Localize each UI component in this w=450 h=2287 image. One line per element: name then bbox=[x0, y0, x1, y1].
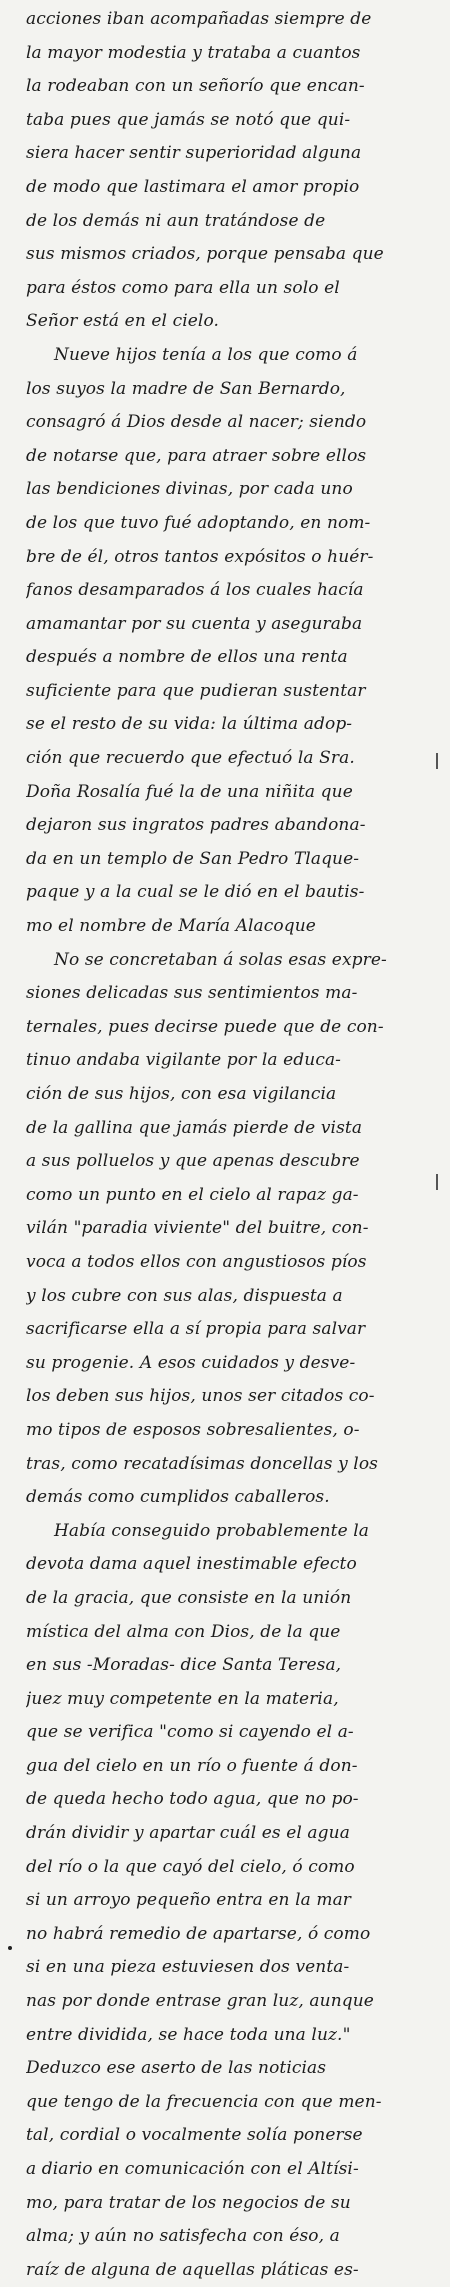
text-line: ción de sus hijos, con esa vigilancia bbox=[26, 1084, 337, 1104]
text-line: mo, para tratar de los negocios de su bbox=[26, 2192, 351, 2213]
text-line: taba pues que jamás se notó que qui- bbox=[26, 109, 351, 130]
text-line: demás como cumplidos caballeros. bbox=[26, 1487, 330, 1508]
text-line: consagró á Dios desde al nacer; siendo bbox=[26, 412, 367, 433]
text-line: mo tipos de esposos sobresalientes, o- bbox=[26, 1419, 360, 1440]
text-line: No se concretaban á solas esas expre- bbox=[54, 949, 387, 970]
text-line: dejaron sus ingratos padres abandona- bbox=[26, 815, 366, 836]
text-line: bre de él, otros tantos expósitos o huér- bbox=[26, 546, 374, 567]
text-line: del río o la que cayó del cielo, ó como bbox=[26, 1856, 355, 1877]
text-line: siones delicadas sus sentimientos ma- bbox=[26, 983, 358, 1004]
text-line: alma; y aún no satisfecha con éso, a bbox=[26, 2226, 340, 2247]
text-line: Deduzco ese aserto de las noticias bbox=[26, 2058, 327, 2079]
text-line: los deben sus hijos, unos ser citados co- bbox=[26, 1386, 375, 1407]
text-line: las bendiciones divinas, por cada uno bbox=[26, 479, 353, 500]
text-line: sacrificarse ella a sí propia para salvar bbox=[26, 1319, 366, 1340]
text-line: Doña Rosalía fué la de una niñita que bbox=[26, 781, 353, 802]
text-line: ternales, pues decirse puede que de con- bbox=[26, 1016, 384, 1037]
text-line: Nueve hijos tenía a los que como á bbox=[54, 344, 358, 365]
text-line: mística del alma con Dios, de la que bbox=[26, 1621, 341, 1642]
text-line: sus mismos criados, porque pensaba que bbox=[26, 244, 384, 265]
text-line: tras, como recatadísimas doncellas y los bbox=[26, 1453, 379, 1474]
text-line: Señor está en el cielo. bbox=[26, 311, 219, 332]
text-line: no habrá remedio de apartarse, ó como bbox=[26, 1923, 371, 1944]
text-line: la rodeaban con un señorío que encan- bbox=[26, 76, 365, 97]
text-line: juez muy competente en la materia, bbox=[26, 1688, 339, 1709]
text-line: de queda hecho todo agua, que no po- bbox=[26, 1789, 359, 1810]
text-line: de notarse que, para atraer sobre ellos bbox=[26, 445, 367, 466]
text-line: como un punto en el cielo al rapaz ga- bbox=[26, 1184, 359, 1205]
text-line: vilán "paradia viviente" del buitre, con- bbox=[26, 1218, 369, 1239]
text-line: nas por donde entrase gran luz, aunque bbox=[26, 1991, 374, 2012]
text-line: de los demás ni aun tratándose de bbox=[26, 210, 326, 231]
text-line: suficiente para que pudieran sustentar bbox=[26, 680, 366, 701]
document-text bbox=[26, 3, 436, 2287]
text-line: gua del cielo en un río o fuente á don- bbox=[26, 1755, 358, 1776]
text-line: a sus polluelos y que apenas descubre bbox=[26, 1151, 360, 1172]
text-line: si en una pieza estuviesen dos venta- bbox=[26, 1957, 350, 1978]
text-line: los suyos la madre de San Bernardo, bbox=[26, 378, 346, 399]
text-line: drán dividir y apartar cuál es el agua bbox=[26, 1823, 350, 1844]
text-line: que tengo de la frecuencia con que men- bbox=[26, 2091, 382, 2112]
text-line: si un arroyo pequeño entra en la mar bbox=[26, 1890, 352, 1911]
text-line: a diario en comunicación con el Altísi- bbox=[26, 2159, 359, 2179]
text-line: paque y a la cual se le dió en el bautis- bbox=[26, 882, 365, 903]
text-line: de modo que lastimara el amor propio bbox=[26, 176, 360, 197]
text-line: para éstos como para ella un solo el bbox=[26, 277, 340, 298]
text-line: tal, cordial o vocalmente solía ponerse bbox=[26, 2125, 363, 2146]
text-line: Había conseguido probablemente la bbox=[54, 1520, 370, 1541]
text-line: amamantar por su cuenta y aseguraba bbox=[26, 613, 363, 634]
text-line: mo el nombre de María Alacoque bbox=[26, 916, 316, 937]
text-line: voca a todos ellos con angustiosos píos bbox=[26, 1251, 367, 1272]
margin-dot-mark bbox=[8, 1946, 12, 1950]
text-line: acciones iban acompañadas siempre de bbox=[26, 9, 372, 29]
margin-tick-mark bbox=[436, 1174, 438, 1190]
text-line: ción que recuerdo que efectuó la Sra. bbox=[26, 748, 355, 769]
text-line: raíz de alguna de aquellas pláticas es- bbox=[26, 2259, 359, 2280]
text-line: su progenie. A esos cuidados y desve- bbox=[26, 1352, 356, 1373]
text-line: que se verifica "como si cayendo el a- bbox=[26, 1722, 354, 1743]
text-line: se el resto de su vida: la última adop- bbox=[26, 714, 353, 735]
text-line: tinuo andaba vigilante por la educa- bbox=[26, 1050, 342, 1071]
text-line: fanos desamparados á los cuales hacía bbox=[26, 580, 364, 601]
text-line: da en un templo de San Pedro Tlaque- bbox=[26, 848, 360, 869]
text-line: siera hacer sentir superioridad alguna bbox=[26, 143, 362, 164]
text-line: devota dama aquel inestimable efecto bbox=[26, 1554, 357, 1575]
text-line: la mayor modestia y trataba a cuantos bbox=[26, 42, 361, 63]
text-line: y los cubre con sus alas, dispuesta a bbox=[26, 1285, 343, 1306]
text-line: de la gracia, que consiste en la unión bbox=[26, 1587, 352, 1608]
text-line: después a nombre de ellos una renta bbox=[26, 647, 348, 668]
text-line: de los que tuvo fué adoptando, en nom- bbox=[26, 512, 371, 533]
text-line: de la gallina que jamás pierde de vista bbox=[26, 1117, 363, 1138]
text-line: en sus -Moradas- dice Santa Teresa, bbox=[26, 1655, 342, 1676]
margin-tick-mark bbox=[436, 753, 438, 769]
text-line: entre dividida, se hace toda una luz." bbox=[26, 2024, 351, 2045]
